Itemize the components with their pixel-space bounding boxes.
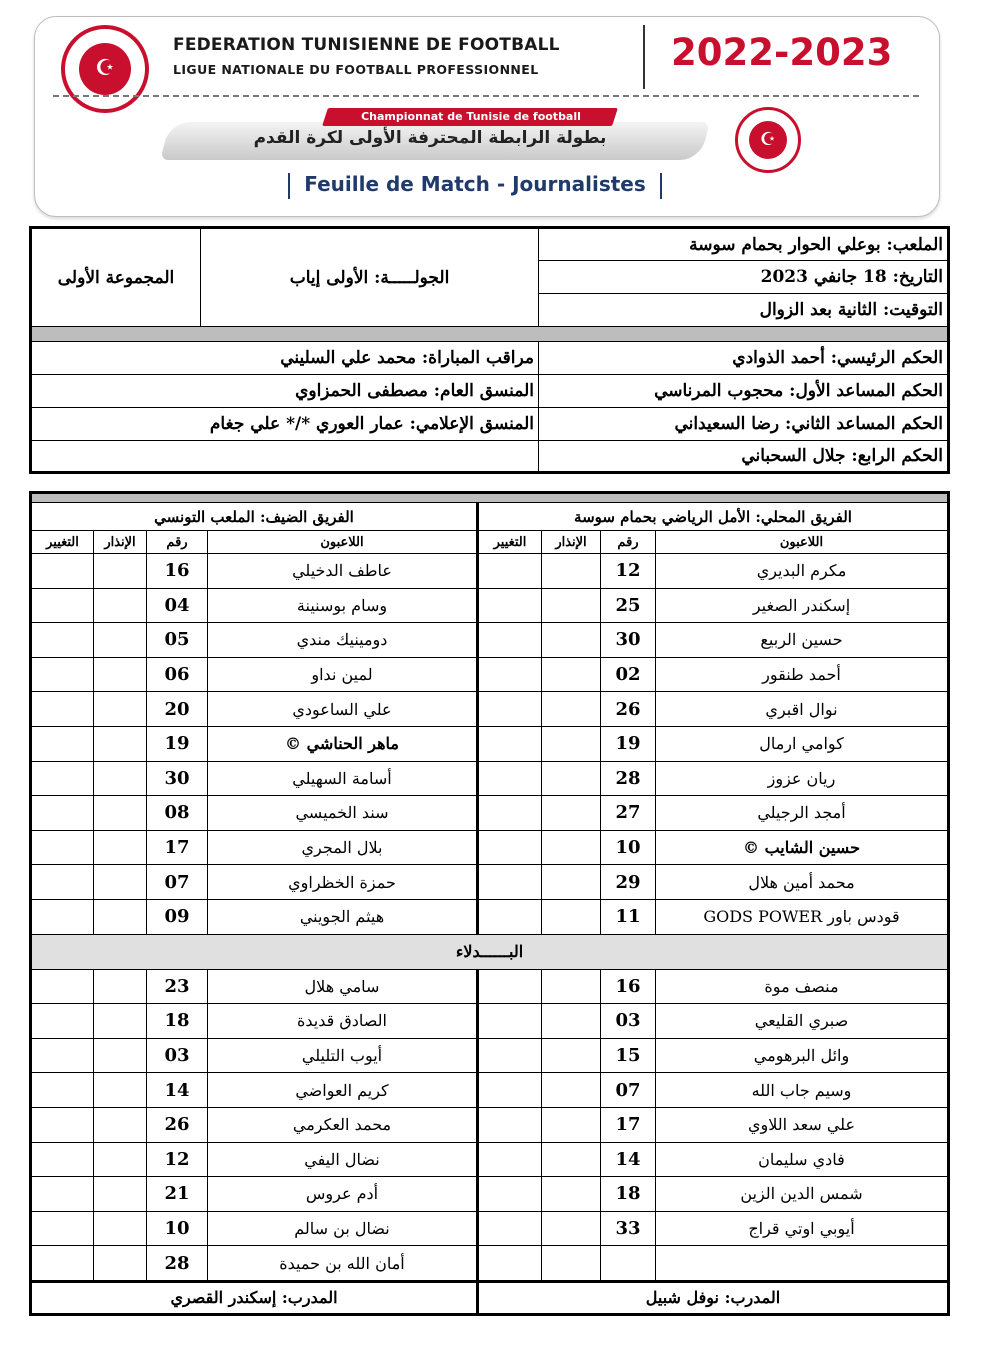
header-divider (643, 25, 645, 89)
change-cell (31, 899, 94, 934)
player-number: 03 (147, 1038, 208, 1073)
player-name: أيوبي اوتي قراج (656, 1211, 949, 1246)
player-name: ريان عزوز (656, 761, 949, 796)
player-row (31, 865, 949, 900)
player-row (31, 1142, 949, 1177)
player-name (656, 1246, 949, 1282)
warning-cell (542, 1177, 601, 1212)
player-name: إسكندر الصغير (656, 588, 949, 623)
change-cell (478, 761, 542, 796)
player-number: 12 (147, 1142, 208, 1177)
warning-cell (94, 692, 147, 727)
player-row (31, 692, 949, 727)
player-number: 25 (601, 588, 656, 623)
media-coordinator: المنسق الإعلامي: عمار العوري */* علي جغام (31, 408, 539, 441)
player-name: هيثم الجويني (208, 899, 478, 934)
player-name: سامي هلال (208, 969, 478, 1004)
player-name: أدم عروس (208, 1177, 478, 1212)
change-cell (31, 1004, 94, 1039)
player-name: بلال المجري (208, 830, 478, 865)
player-number: 21 (147, 1177, 208, 1212)
change-cell (31, 1107, 94, 1142)
player-number: 30 (147, 761, 208, 796)
player-row (31, 796, 949, 831)
player-number: 07 (601, 1073, 656, 1108)
player-number: 02 (601, 657, 656, 692)
player-number: 06 (147, 657, 208, 692)
player-name: حمزة الخظراوي (208, 865, 478, 900)
warning-cell (94, 588, 147, 623)
ftf-logo-small-icon: ☪ (735, 107, 801, 173)
change-cell (478, 1107, 542, 1142)
player-name: منصف موة (656, 969, 949, 1004)
warning-cell (94, 1177, 147, 1212)
player-name: شمس الدين الزين (656, 1177, 949, 1212)
main-referee: الحكم الرئيسي: أحمد الذوادي (539, 342, 949, 375)
player-name: أسامة السهيلي (208, 761, 478, 796)
change-cell (31, 969, 94, 1004)
player-name: عاطف الدخيلي (208, 554, 478, 589)
player-number: 14 (147, 1073, 208, 1108)
change-cell (478, 899, 542, 934)
round: الجولـــــة: الأولى إياب (201, 228, 539, 327)
player-row (31, 554, 949, 589)
warning-cell (542, 969, 601, 1004)
player-number: 17 (147, 830, 208, 865)
warning-cell (94, 1107, 147, 1142)
player-number: 26 (147, 1107, 208, 1142)
player-row (31, 1004, 949, 1039)
change-cell (31, 1038, 94, 1073)
league-name: LIGUE NATIONALE DU FOOTBALL PROFESSIONNEL (173, 62, 539, 77)
player-number: 23 (147, 969, 208, 1004)
col-players: اللاعبون (656, 531, 949, 554)
match-info-table (29, 226, 950, 474)
warning-cell (94, 830, 147, 865)
warning-cell (94, 761, 147, 796)
player-number: 19 (147, 726, 208, 761)
home-team: الفريق المحلي: الأمل الرياضي بحمام سوسة (478, 503, 949, 531)
change-cell (478, 657, 542, 692)
change-cell (31, 1073, 94, 1108)
change-cell (31, 554, 94, 589)
change-cell (478, 554, 542, 589)
player-number: 28 (147, 1246, 208, 1282)
warning-cell (542, 692, 601, 727)
warning-cell (94, 1142, 147, 1177)
player-row (31, 899, 949, 934)
change-cell (478, 1004, 542, 1039)
player-number: 12 (601, 554, 656, 589)
change-cell (31, 692, 94, 727)
player-name: سند الخميسي (208, 796, 478, 831)
change-cell (31, 588, 94, 623)
player-name: نوال اقبري (656, 692, 949, 727)
player-row (31, 1177, 949, 1212)
player-name: أحمد طنقور (656, 657, 949, 692)
change-cell (478, 1142, 542, 1177)
player-name: نضال اليفي (208, 1142, 478, 1177)
federation-name: FEDERATION TUNISIENNE DE FOOTBALL (173, 35, 560, 55)
dashed-divider (53, 95, 919, 97)
player-number: 16 (147, 554, 208, 589)
player-name: كريم العواضي (208, 1073, 478, 1108)
warning-cell (94, 1073, 147, 1108)
player-number: 30 (601, 623, 656, 658)
player-name: كوامي ارمال (656, 726, 949, 761)
warning-cell (94, 657, 147, 692)
change-cell (31, 726, 94, 761)
player-number (601, 1246, 656, 1282)
player-number: 17 (601, 1107, 656, 1142)
change-cell (31, 1246, 94, 1282)
warning-cell (542, 899, 601, 934)
col-change: التغيير (31, 531, 94, 554)
player-row (31, 1211, 949, 1246)
warning-cell (94, 554, 147, 589)
change-cell (478, 1246, 542, 1282)
change-cell (478, 796, 542, 831)
change-cell (31, 623, 94, 658)
change-cell (478, 692, 542, 727)
player-number: 10 (147, 1211, 208, 1246)
player-number: 07 (147, 865, 208, 900)
player-number: 19 (601, 726, 656, 761)
stadium: الملعب: بوعلي الحوار بحمام سوسة (539, 228, 949, 261)
player-name: أيوب التليلي (208, 1038, 478, 1073)
change-cell (478, 1211, 542, 1246)
player-name: حسين الشايب © (656, 830, 949, 865)
warning-cell (542, 830, 601, 865)
warning-cell (542, 796, 601, 831)
ftf-logo-icon: ☪ (61, 25, 149, 113)
player-name: محمد أمين هلال (656, 865, 949, 900)
player-name: صبري القليعي (656, 1004, 949, 1039)
warning-cell (542, 1004, 601, 1039)
warning-cell (542, 1211, 601, 1246)
header-panel (34, 16, 940, 217)
col-warning: الإنذار (94, 531, 147, 554)
player-number: 27 (601, 796, 656, 831)
player-number: 05 (147, 623, 208, 658)
warning-cell (542, 588, 601, 623)
player-name: قودس باور GODS POWER (656, 899, 949, 934)
change-cell (31, 657, 94, 692)
change-cell (31, 1142, 94, 1177)
player-number: 20 (147, 692, 208, 727)
warning-cell (542, 726, 601, 761)
warning-cell (542, 1038, 601, 1073)
subs-heading: البــــــدلاء (31, 934, 949, 969)
change-cell (31, 1211, 94, 1246)
player-name: وسام بوسنينة (208, 588, 478, 623)
player-number: 08 (147, 796, 208, 831)
change-cell (478, 1073, 542, 1108)
change-cell (31, 865, 94, 900)
warning-cell (542, 554, 601, 589)
player-number: 29 (601, 865, 656, 900)
col-number: رقم (601, 531, 656, 554)
player-name: دومينيك مندي (208, 623, 478, 658)
fourth-referee: الحكم الرابع: جلال السحباني (539, 441, 949, 473)
player-name: أمان الله بن حميدة (208, 1246, 478, 1282)
player-number: 04 (147, 588, 208, 623)
warning-cell (94, 623, 147, 658)
player-row (31, 1107, 949, 1142)
sheet-title (235, 172, 715, 199)
player-name: علي الساعودي (208, 692, 478, 727)
player-name: نضال بن سالم (208, 1211, 478, 1246)
player-number: 18 (601, 1177, 656, 1212)
player-number: 03 (601, 1004, 656, 1039)
player-name: علي سعد اللاوي (656, 1107, 949, 1142)
player-number: 14 (601, 1142, 656, 1177)
player-number: 16 (601, 969, 656, 1004)
match-date: التاريخ: 18 جانفي 2023 (539, 261, 949, 294)
assistant-referee-1: الحكم المساعد الأول: محجوب المرناسي (539, 375, 949, 408)
warning-cell (94, 1004, 147, 1039)
player-name: وسيم جاب الله (656, 1073, 949, 1108)
warning-cell (94, 1211, 147, 1246)
player-number: 09 (147, 899, 208, 934)
player-number: 26 (601, 692, 656, 727)
warning-cell (542, 761, 601, 796)
player-row (31, 830, 949, 865)
home-coach: المدرب: نوفل شبيل (478, 1281, 949, 1314)
player-name: وائل البرهومي (656, 1038, 949, 1073)
warning-cell (542, 1142, 601, 1177)
general-coordinator: المنسق العام: مصطفى الحمزاوي (31, 375, 539, 408)
change-cell (31, 796, 94, 831)
player-number: 18 (147, 1004, 208, 1039)
player-name: فادي سليمان (656, 1142, 949, 1177)
warning-cell (542, 1073, 601, 1108)
away-team: الفريق الضيف: الملعب التونسي (31, 503, 478, 531)
player-row (31, 1246, 949, 1282)
roster-table (29, 491, 950, 1316)
warning-cell (542, 1107, 601, 1142)
change-cell (478, 726, 542, 761)
change-cell (31, 830, 94, 865)
warning-cell (542, 865, 601, 900)
player-number: 15 (601, 1038, 656, 1073)
player-number: 11 (601, 899, 656, 934)
player-row (31, 726, 949, 761)
player-row (31, 969, 949, 1004)
col-change: التغيير (478, 531, 542, 554)
change-cell (31, 761, 94, 796)
col-players: اللاعبون (208, 531, 478, 554)
match-time: التوقيت: الثانية بعد الزوال (539, 294, 949, 327)
player-row (31, 623, 949, 658)
warning-cell (542, 623, 601, 658)
player-number: 28 (601, 761, 656, 796)
championship-ar: بطولة الرابطة المحترفة الأولى لكرة القدم (253, 128, 607, 148)
group: المجموعة الأولى (31, 228, 201, 327)
player-row (31, 1073, 949, 1108)
player-row (31, 761, 949, 796)
warning-cell (94, 1246, 147, 1282)
change-cell (478, 588, 542, 623)
change-cell (478, 969, 542, 1004)
away-coach: المدرب: إسكندر القصري (31, 1281, 478, 1314)
player-name: مكرم البديري (656, 554, 949, 589)
warning-cell (94, 969, 147, 1004)
change-cell (478, 865, 542, 900)
championship-fr: Championnat de Tunisie de football (361, 110, 581, 123)
change-cell (478, 830, 542, 865)
change-cell (31, 1177, 94, 1212)
warning-cell (542, 1246, 601, 1282)
change-cell (478, 623, 542, 658)
warning-cell (542, 657, 601, 692)
empty-cell (31, 441, 539, 473)
season: 2022-2023 (671, 31, 893, 74)
warning-cell (94, 1038, 147, 1073)
player-name: الصادق قديدة (208, 1004, 478, 1039)
change-cell (478, 1177, 542, 1212)
warning-cell (94, 726, 147, 761)
col-warning: الإنذار (542, 531, 601, 554)
player-row (31, 1038, 949, 1073)
col-number: رقم (147, 531, 208, 554)
match-observer: مراقب المباراة: محمد علي السليني (31, 342, 539, 375)
warning-cell (94, 796, 147, 831)
player-number: 33 (601, 1211, 656, 1246)
player-name: محمد العكرمي (208, 1107, 478, 1142)
warning-cell (94, 899, 147, 934)
sheet-title-text: Feuille de Match - Journalistes (304, 172, 646, 196)
player-name: لمين نداو (208, 657, 478, 692)
player-name: ماهر الحناشي © (208, 726, 478, 761)
player-number: 10 (601, 830, 656, 865)
warning-cell (94, 865, 147, 900)
change-cell (478, 1038, 542, 1073)
player-name: أمجد الرجيلي (656, 796, 949, 831)
player-row (31, 657, 949, 692)
player-row (31, 588, 949, 623)
player-name: حسين الربيع (656, 623, 949, 658)
assistant-referee-2: الحكم المساعد الثاني: رضا السعيداني (539, 408, 949, 441)
